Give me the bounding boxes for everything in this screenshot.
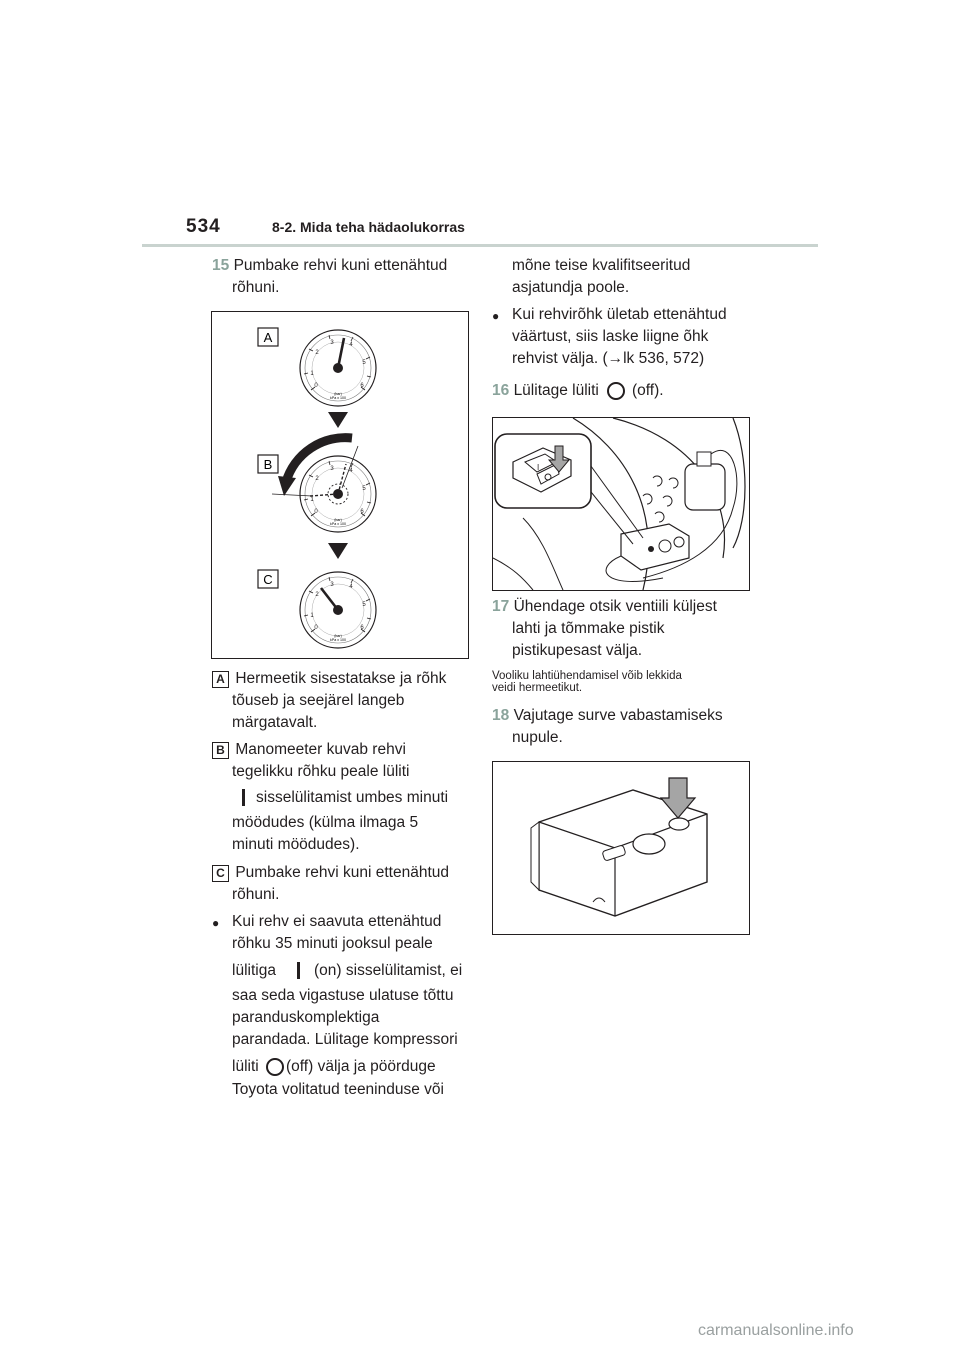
bullet-1-8: Toyota volitatud teeninduse või — [232, 1081, 444, 1098]
bullet-2: ● Kui rehvirõhk ületab ettenähtud — [512, 304, 727, 326]
switch-off-icon — [266, 1058, 284, 1076]
step-18-2: nupule. — [512, 729, 563, 746]
step-17: 17 Ühendage otsik ventiili küljest — [492, 598, 717, 615]
bullet-1-3a: lülitiga — [232, 962, 276, 979]
label-c: C — [263, 572, 273, 587]
gauge-c — [300, 572, 376, 648]
gauge-illustration: 0 1 2 3 4 5 6 (bar) kPa x 100 A B C — [212, 312, 468, 658]
cont-1: mõne teise kvalifitseeritud — [512, 257, 691, 274]
arrow-down-icon-2 — [328, 543, 348, 559]
watermark: carmanualsonline.info — [698, 1322, 854, 1339]
bullet-1-4: saa seda vigastuse ulatuse tõttu — [232, 987, 454, 1004]
step-15 — [212, 255, 447, 277]
explain-a-3: märgatavalt. — [232, 714, 318, 731]
step-18: 18 Vajutage surve vabastamiseks — [492, 707, 723, 724]
bullet-1-2: rõhku 35 minuti jooksul peale — [232, 935, 433, 952]
bullet-1-6: parandada. Lülitage kompressori — [232, 1031, 458, 1048]
explain-b-5: minuti möödudes). — [232, 836, 360, 853]
bullet-1-7b: (off) välja ja pöörduge — [286, 1058, 436, 1075]
arrow-down-icon — [328, 412, 348, 428]
explain-c: C Pumbake rehvi kuni ettenähtud — [212, 862, 449, 884]
gauge-b — [300, 456, 376, 532]
bullet-1-3b: (on) sisselülitamist, ei — [314, 962, 463, 979]
bullet-2-3: rehvist välja. (→lk 536, 572) — [512, 350, 705, 367]
switch-on-icon-2 — [297, 962, 300, 979]
bullet-2-2: väärtust, siis laske liigne õhk — [512, 328, 709, 345]
bullet-1: ● Kui rehv ei saavuta ettenähtud — [232, 911, 441, 933]
compressor-unit — [621, 524, 689, 570]
explain-b-4: möödudes (külma ilmaga 5 — [232, 814, 419, 831]
step-16: 16 Lülitage lüliti — [492, 382, 599, 399]
release-button — [669, 818, 689, 830]
release-illustration — [493, 762, 749, 934]
step-17-3: pistikupesast välja. — [512, 642, 643, 659]
label-a: A — [263, 330, 273, 345]
label-b: B — [263, 457, 273, 472]
compressor-illustration — [493, 418, 749, 590]
bullet-1-7a: lüliti — [232, 1058, 259, 1075]
gauge-a — [300, 330, 376, 406]
note-2: veidi hermeetikut. — [492, 682, 583, 694]
explain-a: A Hermeetik sisestatakse ja rõhk — [212, 668, 446, 690]
switch-off-icon-2 — [607, 382, 625, 400]
switch-on-icon — [242, 789, 245, 806]
step-17-2: lahti ja tõmmake pistik — [512, 620, 665, 637]
explain-c-2: rõhuni. — [232, 886, 280, 903]
page-number: 534 — [186, 216, 221, 237]
step-15-number: 15 — [212, 257, 230, 274]
step-15-text: Pumbake rehvi kuni ettenähtud — [233, 257, 448, 274]
explain-b: B Manomeeter kuvab rehvi — [212, 739, 406, 761]
explain-b-2: tegelikku rõhku peale lüliti — [232, 763, 410, 780]
step-16-b: (off). — [632, 382, 664, 399]
note-1: Vooliku lahtiühendamisel võib lekkida — [492, 670, 682, 682]
section-title: 8-2. Mida teha hädaolukorras — [272, 219, 465, 235]
bullet-1-5: paranduskomplektiga — [232, 1009, 380, 1026]
explain-a-label: A — [212, 671, 229, 688]
header-rule — [142, 244, 818, 247]
explain-c-label: C — [212, 865, 229, 882]
compressor-figure — [492, 417, 750, 591]
svg-text:I: I — [537, 463, 540, 472]
explain-b-3: sisselülitamist umbes minuti — [256, 789, 449, 806]
step-15-text-2: rõhuni. — [232, 279, 280, 296]
cont-2: asjatundja poole. — [512, 279, 630, 296]
explain-a-2: tõuseb ja seejärel langeb — [232, 692, 405, 709]
release-figure — [492, 761, 750, 935]
explain-b-label: B — [212, 742, 229, 759]
